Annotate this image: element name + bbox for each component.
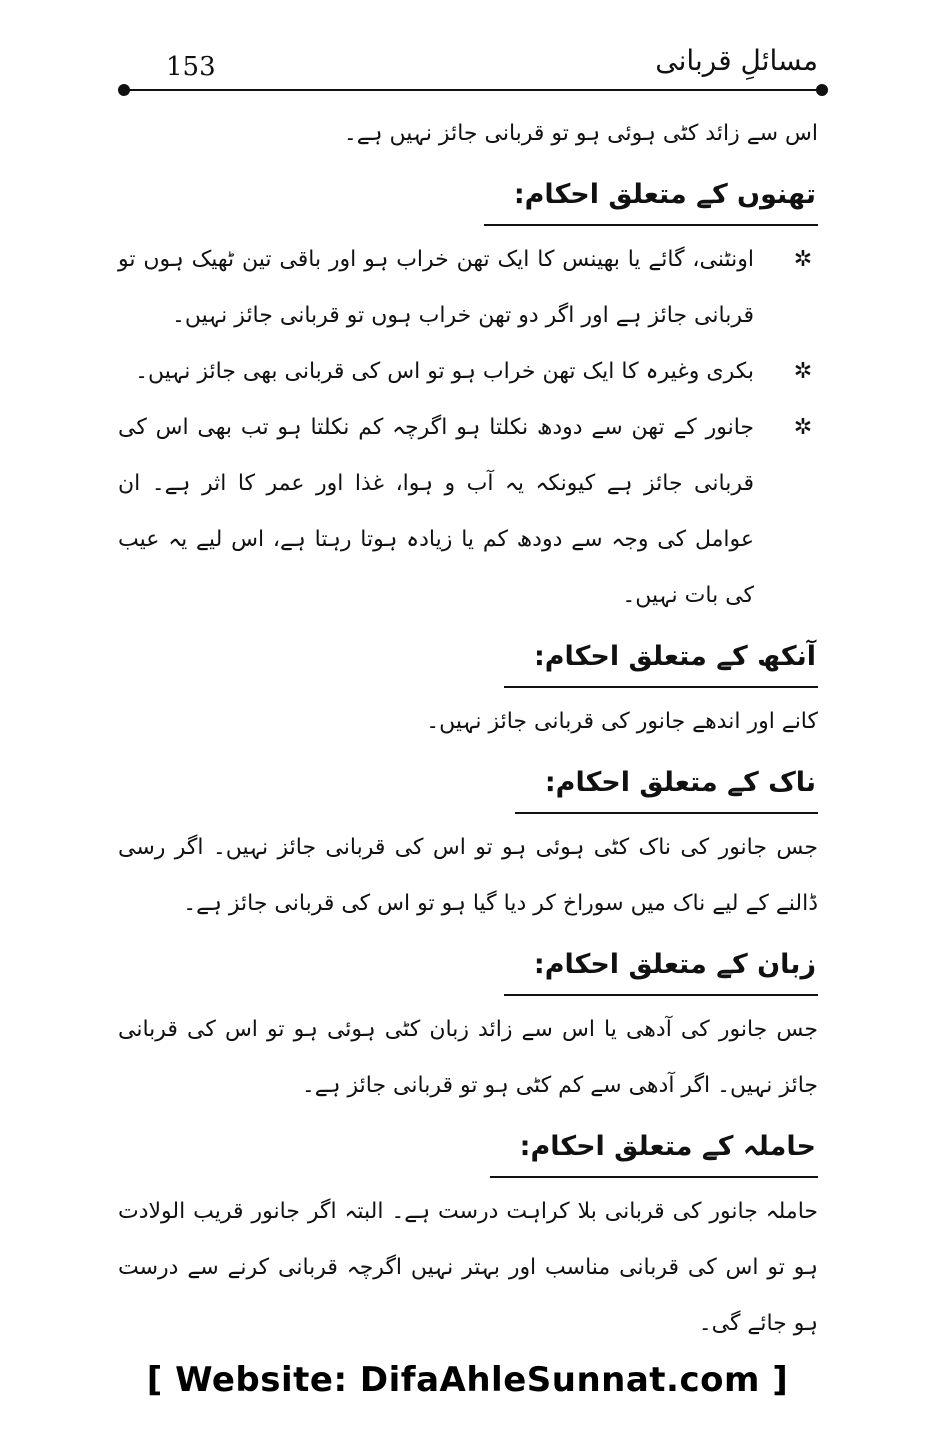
- header-rule-dot-left: [118, 84, 130, 96]
- heading-udder: تھنوں کے متعلق احکام:: [484, 170, 818, 226]
- bullet-text: بکری وغیرہ کا ایک تھن خراب ہو تو اس کی قربانی بھی جائز نہیں۔: [135, 359, 754, 384]
- header-rule: [124, 89, 822, 91]
- section-heading-udder: [118, 162, 818, 232]
- header-rule-dot-right: [816, 84, 828, 96]
- website-footer: [ Website: DifaAhleSunnat.com ]: [146, 1360, 789, 1400]
- section-heading-tongue: [118, 932, 818, 1002]
- bullet-text: جانور کے تھن سے دودھ نکلتا ہو اگرچہ کم نکلتا ہو تب بھی اس کی قربانی جائز ہے کیونکہ یہ آب و ہوا، غذا اور عمر کا اثر ہے۔ ان عوامل کی وجہ سے دودھ کم یا زیادہ ہوتا رہتا ہے، اس لیے یہ عیب کی بات نہیں۔: [118, 415, 754, 608]
- running-title: مسائلِ قربانی: [655, 44, 818, 77]
- bullet-item: [118, 344, 818, 400]
- sun-flower-icon: ✲: [793, 415, 813, 440]
- section-heading-eye: [118, 624, 818, 694]
- heading-pregnant: حاملہ کے متعلق احکام:: [490, 1122, 818, 1178]
- nose-paragraph: جس جانور کی ناک کٹی ہوئی ہو تو اس کی قربانی جائز نہیں۔ اگر رسی ڈالنے کے لیے ناک میں سوراخ کر دیا گیا ہو تو اس کی قربانی جائز ہے۔: [118, 835, 818, 916]
- sun-flower-icon: ✲: [793, 247, 813, 272]
- eye-paragraph: کانے اور اندھے جانور کی قربانی جائز نہیں۔: [426, 709, 818, 734]
- heading-eye: آنکھ کے متعلق احکام:: [504, 632, 818, 688]
- page-body: [118, 106, 818, 1352]
- bullet-text: اونٹنی، گائے یا بھینس کا ایک تھن خراب ہو اور باقی تین ٹھیک ہوں تو قربانی جائز ہے اور اگر دو تھن خراب ہوں تو قربانی جائز نہیں۔: [118, 247, 754, 328]
- bullet-item: [118, 400, 818, 624]
- page-header: [118, 40, 828, 100]
- heading-nose: ناک کے متعلق احکام:: [515, 758, 818, 814]
- section-heading-pregnant: [118, 1114, 818, 1184]
- pregnant-paragraph: حاملہ جانور کی قربانی بلا کراہت درست ہے۔ البتہ اگر جانور قریب الولادت ہو تو اس کی قربانی مناسب اور بہتر نہیں اگرچہ قربانی کرنے سے درست ہو جائے گی۔: [118, 1199, 818, 1336]
- page-number: 153: [166, 52, 216, 82]
- intro-line: اس سے زائد کٹی ہوئی ہو تو قربانی جائز نہیں ہے۔: [343, 121, 818, 146]
- tongue-paragraph: جس جانور کی آدھی یا اس سے زائد زبان کٹی ہوئی ہو تو اس کی قربانی جائز نہیں۔ اگر آدھی سے کم کٹی ہو تو قربانی جائز ہے۔: [118, 1017, 818, 1098]
- heading-tongue: زبان کے متعلق احکام:: [504, 940, 818, 996]
- sun-flower-icon: ✲: [793, 359, 813, 384]
- section-heading-nose: [118, 750, 818, 820]
- bullet-item: [118, 232, 818, 344]
